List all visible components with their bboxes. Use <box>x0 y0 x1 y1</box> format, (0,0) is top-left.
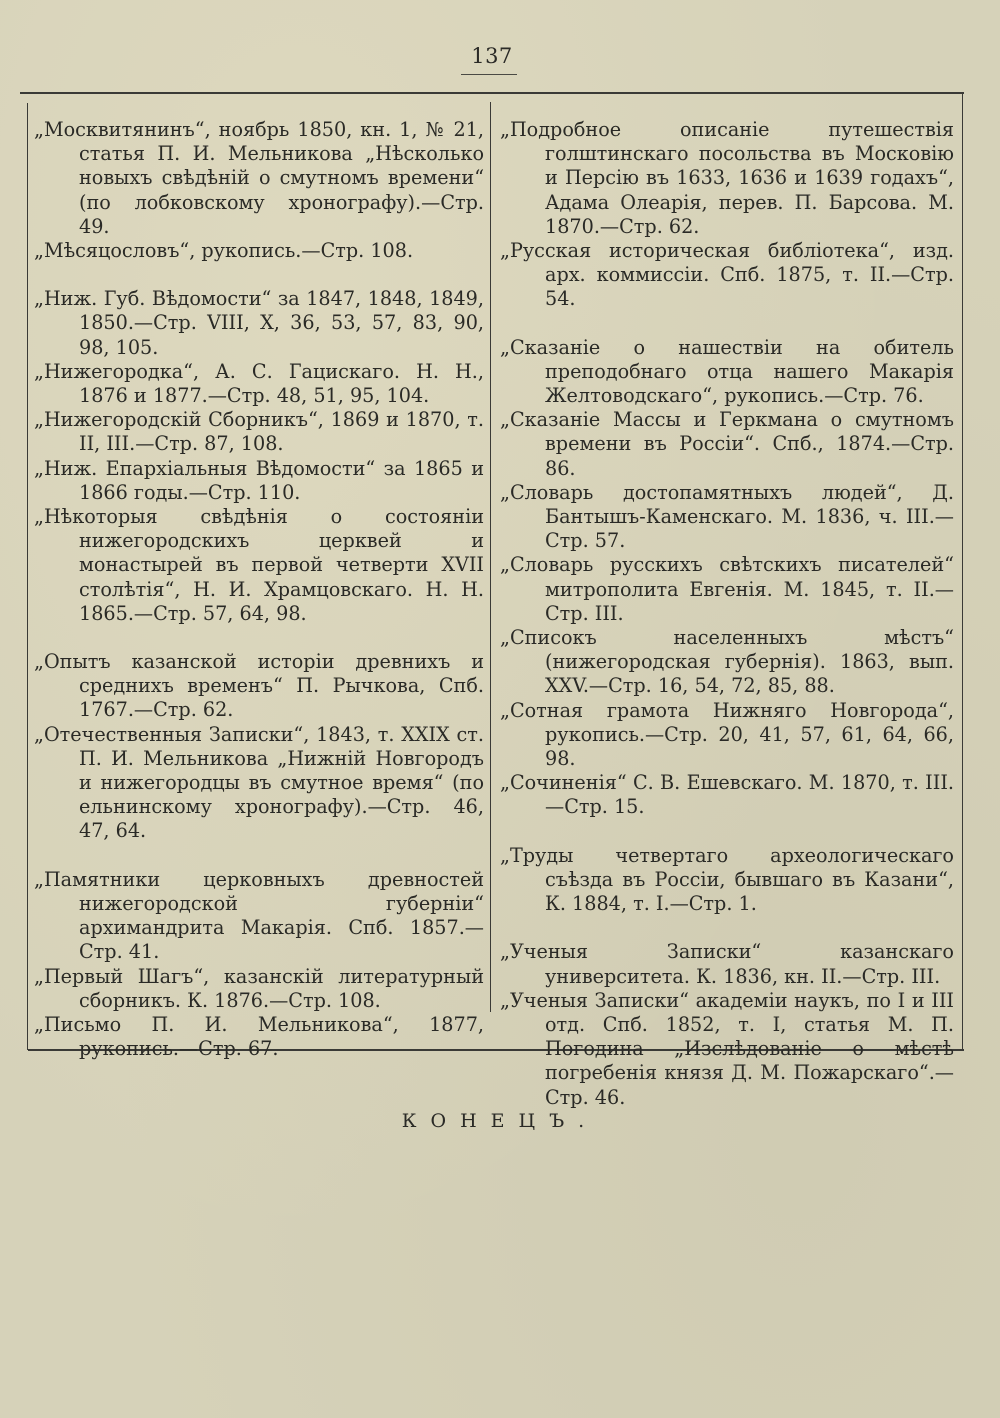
group-gap <box>34 263 484 287</box>
bibliography-entry: „Сочиненія“ С. В. Ешевскаго. М. 1870, т. III.—Стр. 15. <box>500 771 954 819</box>
frame-left-rule <box>27 103 28 1050</box>
bibliography-entry: „Подробное описаніе путешествія голштинскаго посольства въ Московію и Персію въ 1633, 1636 и 1639 годахъ“, Адама Олеарія, перев. П. Барсова. М. 1870.—Стр. 62. <box>500 118 954 238</box>
bibliography-entry: „Словарь русскихъ свѣтскихъ писателей“ митрополита Евгенія. М. 1845, т. II.—Стр. III. <box>500 553 954 625</box>
bibliography-entry: „Словарь достопамятныхъ людей“, Д. Бантышъ-Каменскаго. М. 1836, ч. III.—Стр. 57. <box>500 480 954 553</box>
bibliography-entry: „Нижегородскій Сборникъ“, 1869 и 1870, т. II, III.—Стр. 87, 108. <box>34 408 484 456</box>
bibliography-entry: „Ученыя Записки“ казанскаго университета. К. 1836, кн. II.—Стр. III. <box>500 940 954 988</box>
bibliography-entry: „Памятники церковныхъ древностей нижегородской губерніи“ архимандрита Макарія. Спб. 1857.—Стр. 41. <box>34 867 484 964</box>
frame-top-rule <box>20 92 964 94</box>
bibliography-entry: „Мѣсяцословъ“, рукопись.—Стр. 108. <box>34 239 414 263</box>
bibliography-entry: „Русская историческая библіотека“, изд. арх. коммиссіи. Спб. 1875, т. II.—Стр. 54. <box>500 239 954 311</box>
group-gap <box>500 312 954 336</box>
bibliography-entry: „Труды четвертаго археологическаго съѣзда въ Россіи, бывшаго въ Казани“, К. 1884, т. I.—Стр. 1. <box>500 843 954 916</box>
group-gap <box>500 820 954 844</box>
page-number: 137 <box>471 44 513 68</box>
bibliography-entry: „Нижегородка“, А. С. Гацискаго. Н. Н., 1876 и 1877.—Стр. 48, 51, 95, 104. <box>34 359 484 408</box>
column-divider <box>490 102 491 1012</box>
bibliography-entry: „Ниж. Губ. Вѣдомости“ за 1847, 1848, 1849, 1850.—Стр. VIII, X, 36, 53, 57, 83, 90, 98, 105. <box>34 287 484 359</box>
frame-right-rule <box>962 92 963 1050</box>
bibliography-entry: „Сотная грамота Нижняго Новгорода“, рукопись.—Стр. 20, 41, 57, 61, 64, 66, 98. <box>500 698 954 771</box>
bibliography-entry: „Ученыя Записки“ академіи наукъ, по I и III отд. Спб. 1852, т. I, статья М. П. Погодина „Изслѣдованіе о мѣстѣ погребенія князя Д. М. Пожарскаго“.—Стр. 46. <box>500 988 954 1109</box>
bibliography-entry: „Москвитянинъ“, ноябрь 1850, кн. 1, № 21, статья П. И. Мельникова „Нѣсколько новыхъ свѣдѣній о смутномъ времени“ (по лобковскому хронографу).—Стр. 49. <box>34 118 484 238</box>
bibliography-entry: „Ниж. Епархіальныя Вѣдомости“ за 1865 и 1866 годы.—Стр. 110. <box>34 456 484 504</box>
bibliography-entry: „Сказаніе Массы и Геркмана о смутномъ времени въ Россіи“. Спб., 1874.—Стр. 86. <box>500 408 954 480</box>
ending-text: КОНЕЦЪ. <box>401 1110 599 1132</box>
left-column <box>34 118 484 1061</box>
bibliography-entry: „Отечественныя Записки“, 1843, т. XXIX ст. П. И. Мельникова „Нижній Новгородъ и нижегородцы въ смутное время“ (по ельнинскому хронографу).—Стр. 46, 47, 64. <box>34 722 484 843</box>
bibliography-entry: „Первый Шагъ“, казанскій литературный сборникъ. К. 1876.—Стр. 108. <box>34 964 484 1012</box>
group-gap <box>34 626 484 650</box>
bibliography-entry: „Сказаніе о нашествіи на обитель преподобнаго отца нашего Макарія Желтоводскаго“, рукопись.—Стр. 76. <box>500 335 954 408</box>
bibliography-entry: „Списокъ населенныхъ мѣстъ“ (нижегородская губернія). 1863, вып. XXV.—Стр. 16, 54, 72, 85, 88. <box>500 626 954 698</box>
right-column <box>500 118 954 1110</box>
bibliography-entry: „Письмо П. И. Мельникова“, 1877, рукопись.—Стр. 67. <box>34 1012 484 1061</box>
page-number-rule <box>461 74 517 75</box>
group-gap <box>500 916 954 940</box>
group-gap <box>34 844 484 868</box>
bibliography-entry: „Нѣкоторыя свѣдѣнія о состояніи нижегородскихъ церквей и монастырей въ первой четверти XVII столѣтія“, Н. И. Храмцовскаго. Н. Н. 1865.—Стр. 57, 64, 98. <box>34 505 484 625</box>
bibliography-entry: „Опытъ казанской исторіи древнихъ и среднихъ временъ“ П. Рычкова, Спб. 1767.—Стр. 62. <box>34 650 484 722</box>
